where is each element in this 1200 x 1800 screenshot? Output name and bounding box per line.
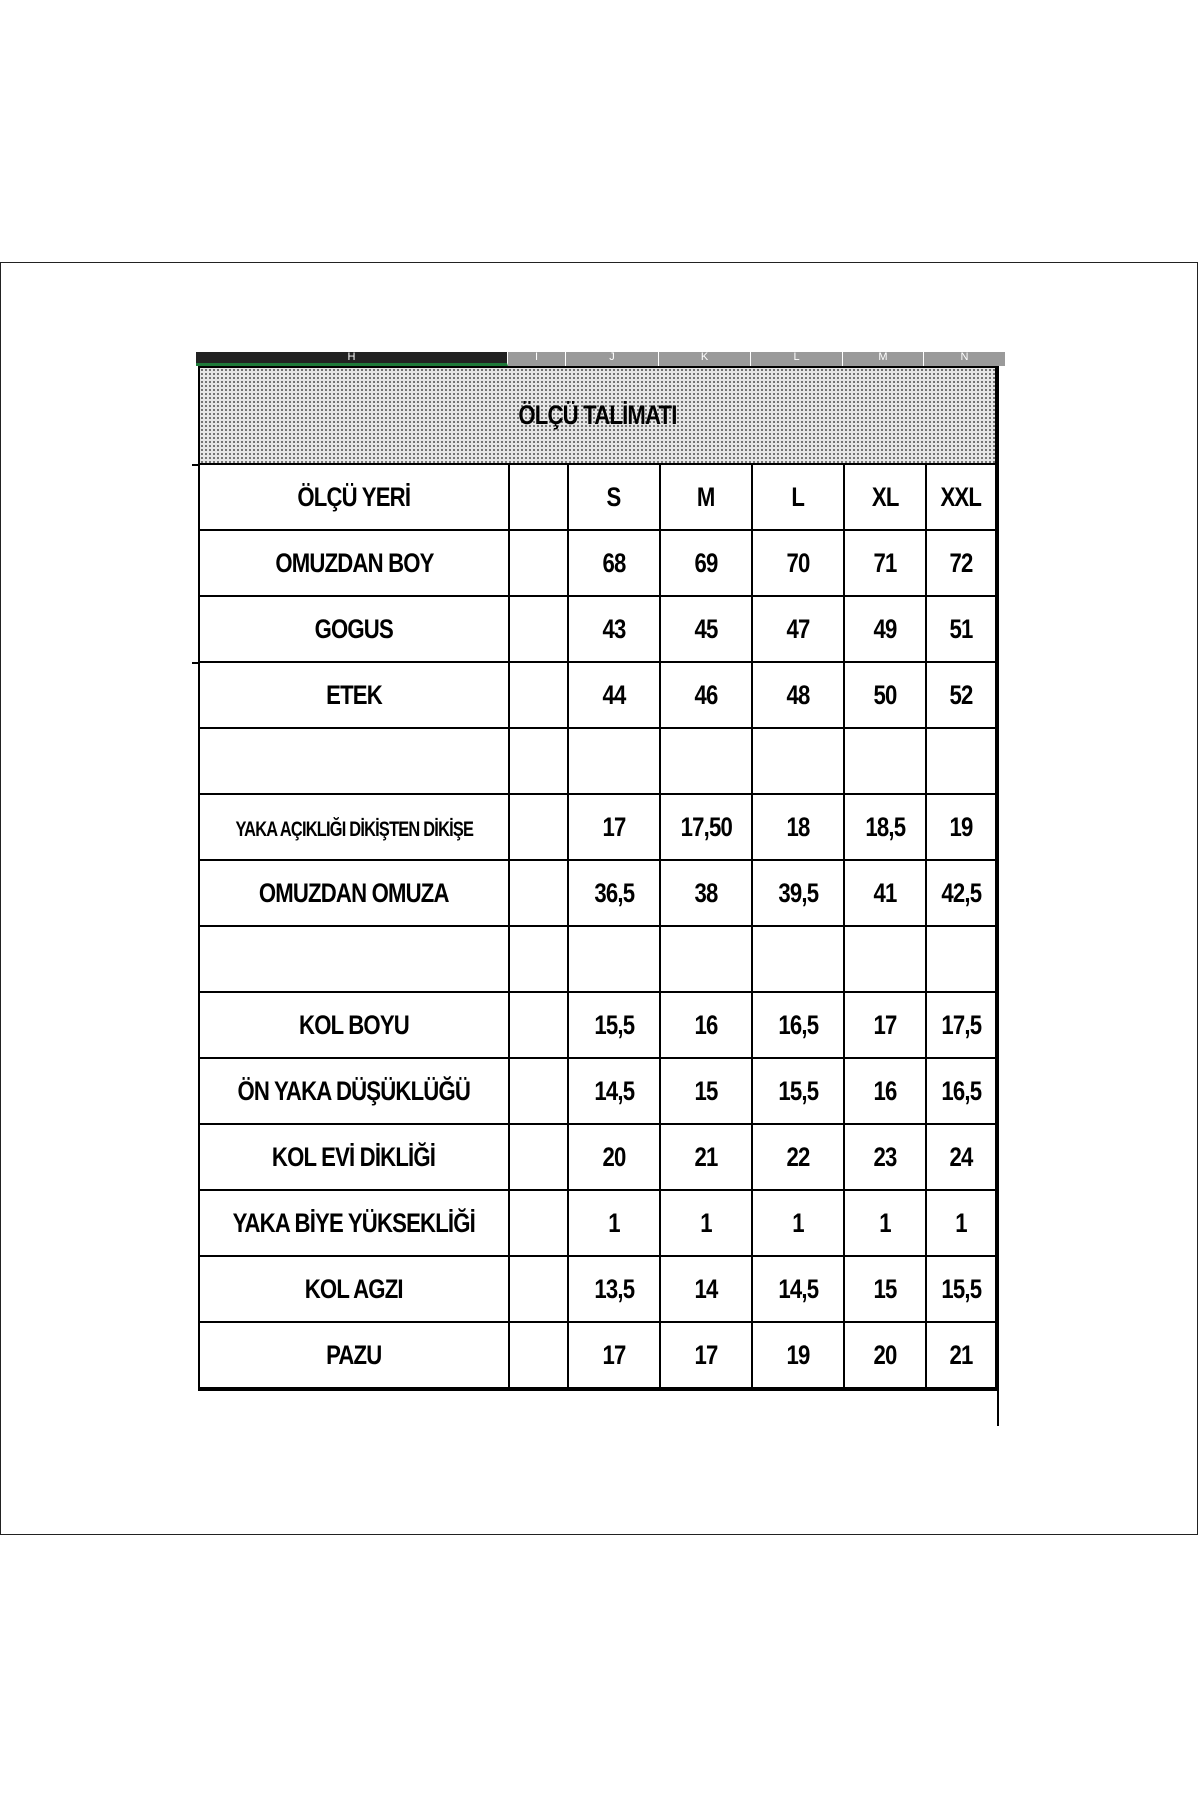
size-value-cell-text: 19 — [949, 811, 973, 842]
measurement-label-cell[interactable] — [199, 662, 509, 728]
measurement-label-cell-text: OMUZDAN BOY — [274, 547, 434, 578]
measurement-label-cell-text: KOL AGZI — [305, 1273, 403, 1304]
size-value-cell[interactable] — [926, 1124, 996, 1190]
size-value-cell-text: 15,5 — [941, 1273, 981, 1304]
table-row — [199, 662, 996, 728]
size-value-cell[interactable] — [926, 1190, 996, 1256]
size-value-cell-text: 41 — [873, 877, 897, 908]
size-value-cell[interactable] — [568, 926, 660, 992]
size-value-cell[interactable] — [568, 662, 660, 728]
size-value-cell[interactable] — [568, 1190, 660, 1256]
size-value-cell-text: 47 — [786, 613, 810, 644]
size-value-cell-text: 69 — [694, 547, 718, 578]
size-value-cell[interactable] — [844, 1124, 926, 1190]
column-header-h[interactable]: H — [196, 352, 508, 366]
blank-cell[interactable] — [509, 1256, 568, 1322]
size-value-cell[interactable] — [660, 1322, 752, 1389]
size-value-cell-text: 15,5 — [778, 1075, 818, 1106]
column-header-k[interactable]: K — [659, 352, 751, 366]
blank-cell[interactable] — [509, 1322, 568, 1389]
size-value-cell-text: 18 — [786, 811, 810, 842]
size-value-cell-text: 43 — [602, 613, 626, 644]
size-value-cell[interactable] — [568, 728, 660, 794]
size-value-cell[interactable] — [752, 926, 844, 992]
size-value-cell[interactable] — [660, 530, 752, 596]
size-value-cell[interactable] — [660, 926, 752, 992]
size-value-cell[interactable] — [568, 1058, 660, 1124]
size-header-label: L — [791, 481, 805, 512]
size-value-cell-text: 17,5 — [941, 1009, 981, 1040]
header-row — [199, 464, 996, 530]
size-value-cell-text: 44 — [602, 679, 626, 710]
size-value-cell[interactable] — [752, 530, 844, 596]
table-row — [199, 860, 996, 926]
measurement-label-cell[interactable] — [199, 1190, 509, 1256]
size-value-cell[interactable] — [752, 794, 844, 860]
measurement-label-cell-text: YAKA AÇIKLIĞI DİKİŞTEN DİKİŞE — [235, 817, 473, 841]
size-chart-table — [198, 366, 997, 1391]
size-value-cell[interactable] — [752, 860, 844, 926]
size-value-cell[interactable] — [752, 1124, 844, 1190]
title-row — [199, 367, 996, 464]
blank-cell[interactable] — [509, 1058, 568, 1124]
table-row — [199, 926, 996, 992]
size-value-cell[interactable] — [752, 728, 844, 794]
measurement-label-cell[interactable] — [199, 926, 509, 992]
size-value-cell[interactable] — [752, 992, 844, 1058]
table-row — [199, 1124, 996, 1190]
size-value-cell[interactable] — [660, 1058, 752, 1124]
measurement-rows — [199, 530, 996, 1389]
header-label: ÖLÇÜ YERİ — [297, 481, 411, 512]
size-value-cell-text: 68 — [602, 547, 626, 578]
header-label-cell[interactable] — [199, 464, 509, 530]
column-header-j[interactable]: J — [566, 352, 659, 366]
blank-cell[interactable] — [509, 992, 568, 1058]
size-value-cell[interactable] — [844, 662, 926, 728]
size-value-cell-text: 39,5 — [778, 877, 818, 908]
size-value-cell-text: 49 — [873, 613, 897, 644]
size-value-cell-text: 16 — [694, 1009, 718, 1040]
size-value-cell[interactable] — [926, 992, 996, 1058]
size-value-cell-text: 14,5 — [778, 1273, 818, 1304]
measurement-label-cell[interactable] — [199, 860, 509, 926]
blank-cell[interactable] — [509, 1190, 568, 1256]
header-blank-cell[interactable] — [509, 464, 568, 530]
size-value-cell[interactable] — [660, 662, 752, 728]
size-value-cell-text: 21 — [949, 1339, 973, 1370]
size-header-cell[interactable] — [926, 464, 996, 530]
title-cell[interactable] — [199, 367, 996, 464]
size-value-cell[interactable] — [844, 992, 926, 1058]
size-value-cell-text: 20 — [602, 1141, 626, 1172]
size-value-cell-text: 1 — [700, 1207, 712, 1238]
spreadsheet-area — [196, 352, 1006, 1426]
size-value-cell[interactable] — [660, 794, 752, 860]
size-value-cell[interactable] — [568, 794, 660, 860]
size-value-cell[interactable] — [844, 1058, 926, 1124]
size-value-cell-text: 1 — [955, 1207, 967, 1238]
sheet-right-edge — [997, 366, 1007, 1426]
size-value-cell-text: 15 — [694, 1075, 718, 1106]
size-value-cell[interactable] — [752, 1190, 844, 1256]
size-value-cell-text: 52 — [949, 679, 973, 710]
table-row — [199, 728, 996, 794]
size-value-cell[interactable] — [926, 662, 996, 728]
table-row — [199, 1058, 996, 1124]
size-value-cell-text: 15 — [873, 1273, 897, 1304]
size-value-cell-text: 51 — [949, 613, 973, 644]
size-value-cell[interactable] — [660, 1124, 752, 1190]
size-header-label: S — [607, 481, 621, 512]
measurement-label-cell-text: YAKA BİYE YÜKSEKLİĞİ — [232, 1207, 476, 1238]
size-value-cell[interactable] — [926, 794, 996, 860]
column-header-m[interactable]: M — [843, 352, 924, 366]
measurement-label-cell[interactable] — [199, 1124, 509, 1190]
measurement-label-cell-text: PAZU — [326, 1339, 382, 1370]
size-value-cell[interactable] — [926, 1256, 996, 1322]
measurement-label-cell[interactable] — [199, 794, 509, 860]
size-value-cell[interactable] — [844, 794, 926, 860]
size-value-cell[interactable] — [844, 728, 926, 794]
table-row — [199, 1256, 996, 1322]
size-value-cell[interactable] — [660, 1190, 752, 1256]
column-header-n[interactable]: N — [924, 352, 1006, 366]
size-value-cell-text: 38 — [694, 877, 718, 908]
blank-cell[interactable] — [509, 596, 568, 662]
size-value-cell-text: 13,5 — [594, 1273, 634, 1304]
size-value-cell[interactable] — [568, 860, 660, 926]
size-value-cell[interactable] — [752, 662, 844, 728]
size-value-cell-text: 21 — [694, 1141, 718, 1172]
measurement-label-cell[interactable] — [199, 1322, 509, 1389]
table-row — [199, 1322, 996, 1389]
blank-cell[interactable] — [509, 794, 568, 860]
size-header-cell[interactable] — [752, 464, 844, 530]
size-value-cell-text: 1 — [792, 1207, 804, 1238]
size-value-cell[interactable] — [844, 1322, 926, 1389]
size-value-cell-text: 17,50 — [680, 811, 732, 842]
size-value-cell-text: 18,5 — [865, 811, 905, 842]
size-value-cell[interactable] — [926, 926, 996, 992]
size-value-cell[interactable] — [926, 530, 996, 596]
size-value-cell[interactable] — [844, 860, 926, 926]
size-value-cell-text: 45 — [694, 613, 718, 644]
size-value-cell-text: 17 — [602, 1339, 626, 1370]
size-value-cell[interactable] — [844, 1190, 926, 1256]
size-value-cell-text: 36,5 — [594, 877, 634, 908]
size-value-cell[interactable] — [844, 1256, 926, 1322]
size-header-cell[interactable] — [660, 464, 752, 530]
size-value-cell-text: 16,5 — [778, 1009, 818, 1040]
page-title: ÖLÇÜ TALİMATI — [518, 400, 677, 430]
size-value-cell[interactable] — [568, 1322, 660, 1389]
size-value-cell[interactable] — [844, 926, 926, 992]
size-value-cell[interactable] — [568, 596, 660, 662]
size-value-cell-text: 19 — [786, 1339, 810, 1370]
table-row — [199, 1190, 996, 1256]
measurement-label-cell-text: GOGUS — [314, 613, 394, 644]
size-value-cell[interactable] — [926, 1322, 996, 1389]
size-value-cell[interactable] — [660, 728, 752, 794]
size-value-cell-text: 50 — [873, 679, 897, 710]
size-value-cell[interactable] — [568, 530, 660, 596]
size-value-cell-text: 1 — [608, 1207, 620, 1238]
size-header-cell[interactable] — [844, 464, 926, 530]
size-value-cell-text: 24 — [949, 1141, 973, 1172]
size-value-cell[interactable] — [660, 1256, 752, 1322]
size-value-cell-text: 1 — [879, 1207, 891, 1238]
size-value-cell[interactable] — [844, 596, 926, 662]
column-header-l[interactable]: L — [751, 352, 843, 366]
size-value-cell-text: 42,5 — [941, 877, 981, 908]
measurement-label-cell[interactable] — [199, 728, 509, 794]
size-header-label: XL — [871, 481, 899, 512]
size-value-cell-text: 20 — [873, 1339, 897, 1370]
size-value-cell[interactable] — [660, 992, 752, 1058]
size-value-cell-text: 14,5 — [594, 1075, 634, 1106]
measurement-label-cell[interactable] — [199, 1058, 509, 1124]
measurement-label-cell[interactable] — [199, 1256, 509, 1322]
size-value-cell[interactable] — [752, 596, 844, 662]
table-row — [199, 992, 996, 1058]
size-value-cell[interactable] — [926, 1058, 996, 1124]
size-value-cell[interactable] — [752, 1256, 844, 1322]
measurement-label-cell-text: ÖN YAKA DÜŞÜKLÜĞÜ — [237, 1075, 471, 1106]
size-value-cell-text: 17 — [602, 811, 626, 842]
size-value-cell[interactable] — [844, 530, 926, 596]
measurement-label-cell-text: ETEK — [326, 679, 382, 710]
column-header-bar — [196, 352, 1006, 366]
size-value-cell-text: 15,5 — [594, 1009, 634, 1040]
size-value-cell[interactable] — [926, 728, 996, 794]
measurement-label-cell[interactable] — [199, 992, 509, 1058]
size-value-cell[interactable] — [660, 860, 752, 926]
column-header-i[interactable]: I — [508, 352, 566, 366]
size-header-label: XXL — [940, 481, 982, 512]
size-value-cell-text: 70 — [786, 547, 810, 578]
size-value-cell[interactable] — [568, 1256, 660, 1322]
size-header-cell[interactable] — [568, 464, 660, 530]
table-row — [199, 794, 996, 860]
size-value-cell-text: 16,5 — [941, 1075, 981, 1106]
size-value-cell-text: 17 — [694, 1339, 718, 1370]
size-value-cell[interactable] — [660, 596, 752, 662]
size-value-cell-text: 71 — [873, 547, 897, 578]
size-value-cell-text: 48 — [786, 679, 810, 710]
measurement-label-cell-text: KOL BOYU — [299, 1009, 409, 1040]
size-header-label: M — [697, 481, 715, 512]
measurement-label-cell[interactable] — [199, 596, 509, 662]
size-value-cell[interactable] — [568, 992, 660, 1058]
size-value-cell[interactable] — [752, 1058, 844, 1124]
size-value-cell[interactable] — [752, 1322, 844, 1389]
blank-cell[interactable] — [509, 926, 568, 992]
table-row — [199, 530, 996, 596]
size-value-cell-text: 46 — [694, 679, 718, 710]
measurement-label-cell-text: OMUZDAN OMUZA — [259, 877, 449, 908]
size-value-cell-text: 17 — [873, 1009, 897, 1040]
table-row — [199, 596, 996, 662]
size-value-cell[interactable] — [568, 1124, 660, 1190]
blank-cell[interactable] — [509, 728, 568, 794]
blank-cell[interactable] — [509, 1124, 568, 1190]
size-value-cell-text: 72 — [949, 547, 973, 578]
blank-cell[interactable] — [509, 662, 568, 728]
size-value-cell[interactable] — [926, 596, 996, 662]
size-value-cell-text: 23 — [873, 1141, 897, 1172]
size-value-cell-text: 14 — [694, 1273, 718, 1304]
blank-cell[interactable] — [509, 530, 568, 596]
size-value-cell[interactable] — [926, 860, 996, 926]
size-value-cell-text: 22 — [786, 1141, 810, 1172]
measurement-label-cell[interactable] — [199, 530, 509, 596]
size-value-cell-text: 16 — [873, 1075, 897, 1106]
blank-cell[interactable] — [509, 860, 568, 926]
measurement-label-cell-text: KOL EVİ DİKLİĞİ — [272, 1141, 436, 1172]
